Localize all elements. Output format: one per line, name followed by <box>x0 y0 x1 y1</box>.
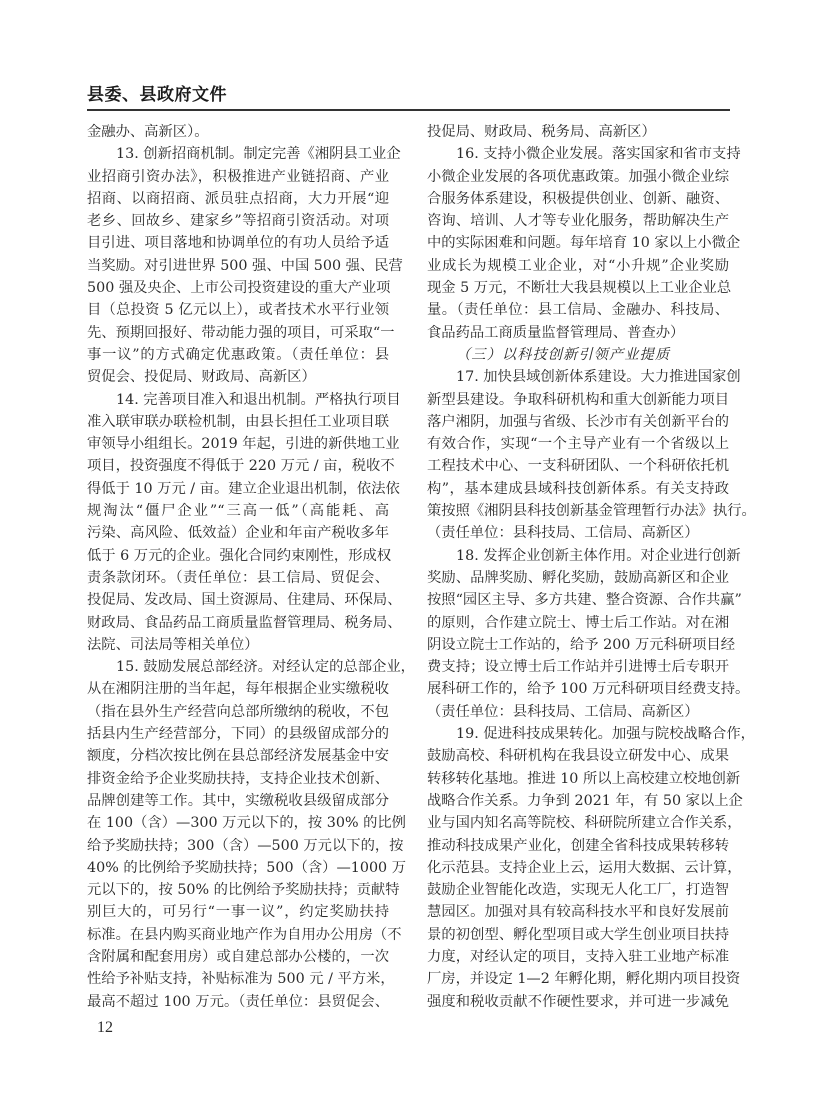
text-line: 的原则，合作建立院士、博士后工作站。对在湘 <box>427 614 729 631</box>
text-line: 准入联审联办联检机制，由县长担任工业项目联 <box>87 413 389 430</box>
text-line: 鼓励高校、科研机构在我县设立研发中心、成果 <box>427 748 729 765</box>
text-line: 有效合作，实现“一个主导产业有一个省级以上 <box>427 436 729 453</box>
text-line: 老乡、回故乡、建家乡”等招商引资活动。对项 <box>87 213 389 230</box>
text-line: 招商、以商招商、派员驻点招商，大力开展“迎 <box>87 190 389 207</box>
header-divider <box>87 109 730 111</box>
text-line: 先、预期回报好、带动能力强的项目，可采取“一 <box>87 324 395 341</box>
text-line: 额度，分档次按比例在县总部经济发展基金中安 <box>87 748 389 765</box>
paragraph <box>427 545 750 723</box>
text-line: 19. 促进科技成果转化。加强与院校战略合作， <box>456 726 755 743</box>
text-line: 括县内生产经营部分，下同）的县级留成部分的 <box>87 726 389 743</box>
text-line: 投促局、发改局、国土资源局、住建局、环保局、 <box>87 592 402 609</box>
text-line: 新型县建设。争取科研机构和重大创新能力项目 <box>427 391 729 408</box>
text-line: 低于 6 万元的企业。强化合同约束刚性，形成权 <box>87 547 392 564</box>
text-line: 推动科技成果产业化，创建全省科技成果转移转 <box>427 837 729 854</box>
text-line: 工程技术中心、一支科研团队、一个科研依托机 <box>427 458 729 475</box>
text-line: 策按照《湘阴县科技创新基金管理暂行办法》执行。 <box>427 503 756 520</box>
text-line: 目引进、项目落地和协调单位的有功人员给予适 <box>87 235 389 252</box>
text-line: 落户湘阴，加强与省级、长沙市有关创新平台的 <box>427 413 729 430</box>
paragraph <box>427 143 741 344</box>
paragraph <box>427 366 756 544</box>
text-line: 金融办、高新区）。 <box>87 124 209 140</box>
text-line: 项目，投资强度不得低于 220 万元 / 亩，税收不 <box>87 458 395 475</box>
text-line: 阴设立院士工作站的，给予 200 万元科研项目经 <box>427 636 736 653</box>
text-line: （责任单位：县科技局、工信局、高新区） <box>427 525 699 542</box>
text-line: 性给予补贴支持，补贴标准为 500 元 / 平方米， <box>87 971 395 988</box>
text-line: 展科研工作的，给予 100 万元科研项目经费支持。 <box>427 681 750 698</box>
text-line: 13. 创新招商机制。制定完善《湘阴县工业企 <box>116 146 401 163</box>
text-line: 构”，基本建成县域科技创新体系。有关支持政 <box>427 480 729 497</box>
text-line: 量。（责任单位：县工信局、金融办、科技局、 <box>427 302 729 319</box>
text-line: 按照“园区主导、多方共建、整合资源、合作共赢” <box>427 592 742 609</box>
text-line: 从在湘阴注册的当年起，每年根据企业实缴税收 <box>87 681 389 698</box>
text-line: 含附属和配套用房）或自建总部办公楼的，一次 <box>87 948 389 965</box>
text-line: 业成长为规模工业企业，对“小升规”企业奖励 <box>427 257 729 274</box>
text-line: 15. 鼓励发展总部经济。对经认定的总部企业， <box>116 659 415 676</box>
text-line: 厂房，并设定 1—2 年孵化期，孵化期内项目投资 <box>427 971 741 988</box>
text-line: 审领导小组组长。2019 年起，引进的新供地工业 <box>87 436 400 453</box>
text-line: 奖励、品牌奖励、孵化奖励，鼓励高新区和企业 <box>427 569 729 586</box>
section-heading: （三）以科技创新引领产业提质 <box>456 346 671 363</box>
text-line: 转移转化基地。推进 10 所以上高校建立校地创新 <box>427 770 741 787</box>
right-column <box>427 121 756 1013</box>
text-line: 事一议”的方式确定优惠政策。（责任单位：县 <box>87 346 389 363</box>
text-line: 化示范县。支持企业上云，运用大数据、云计算， <box>427 859 742 876</box>
text-line: （责任单位：县科技局、工信局、高新区） <box>427 703 699 720</box>
text-line: 40% 的比例给予奖励扶持；500（含）—1000 万 <box>87 859 406 876</box>
text-line: 食品药品工商质量监督管理局、普查办） <box>427 324 685 341</box>
paragraph <box>87 389 402 657</box>
text-line: 费支持；设立博士后工作站并引进博士后专职开 <box>427 659 729 676</box>
text-line: 投促局、财政局、税务局、高新区） <box>427 124 656 140</box>
text-line: 得低于 10 万元 / 亩。建立企业退出机制，依法依 <box>87 480 400 497</box>
left-column <box>87 121 415 1013</box>
text-line: 景的初创型、孵化型项目或大学生创业项目扶持 <box>427 926 729 943</box>
text-line: 14. 完善项目准入和退出机制。严格执行项目 <box>116 391 401 408</box>
text-line: 最高不超过 100 万元。（责任单位：县贸促会、 <box>87 993 389 1010</box>
text-line: 慧园区。加强对具有较高科技水平和良好发展前 <box>427 904 729 921</box>
text-line: 别巨大的，可另行“一事一议”，约定奖励扶持 <box>87 904 389 921</box>
text-line: 当奖励。对引进世界 500 强、中国 500 强、民营 <box>87 257 403 274</box>
paragraph <box>87 121 389 143</box>
text-line: 鼓励企业智能化改造，实现无人化工厂，打造智 <box>427 882 729 899</box>
paragraph <box>87 143 403 388</box>
text-line: 污染、高风险、低效益）企业和年亩产税收多年 <box>87 525 389 542</box>
running-header: 县委、县政府文件 <box>87 85 227 105</box>
text-line: 17. 加快县域创新体系建设。大力推进国家创 <box>456 369 741 386</box>
text-line: 标准。在县内购买商业地产作为自用办公用房（不 <box>87 926 402 943</box>
text-line: 小微企业发展的各项优惠政策。加强小微企业综 <box>427 168 729 185</box>
text-line: 16. 支持小微企业发展。落实国家和省市支持 <box>456 146 741 163</box>
text-line: 中的实际困难和问题。每年培育 10 家以上小微企 <box>427 235 741 252</box>
text-line: 排资金给予企业奖励扶持，支持企业技术创新、 <box>87 770 389 787</box>
text-line: （指在县外生产经营向总部所缴纳的税收，不包 <box>87 703 389 720</box>
text-line: 元以下的，按 50% 的比例给予奖励扶持；贡献特 <box>87 882 400 899</box>
text-line: 品牌创建等工作。其中，实缴税收县级留成部分 <box>87 792 389 809</box>
text-line: 业招商引资办法》，积极推进产业链招商、产业 <box>87 168 389 185</box>
text-line: 责条款闭环。（责任单位：县工信局、贸促会、 <box>87 569 389 586</box>
text-line: 目（总投资 5 亿元以上），或者技术水平行业领 <box>87 302 389 319</box>
text-line: 战略合作关系。力争到 2021 年，有 50 家以上企 <box>427 792 743 809</box>
paragraph <box>87 656 415 1013</box>
text-line: 18. 发挥企业创新主体作用。对企业进行创新 <box>456 547 741 564</box>
text-line: 500 强及央企、上市公司投资建设的重大产业项 <box>87 280 391 297</box>
text-line: 现金 5 万元，不断壮大我县规模以上工业企业总 <box>427 280 732 297</box>
page-number: 12 <box>97 1019 113 1036</box>
text-line: 法院、司法局等相关单位） <box>87 636 259 653</box>
text-line: 在 100（含）—300 万元以下的，按 30% 的比例 <box>87 815 406 832</box>
paragraph <box>427 723 755 1013</box>
text-line: 咨询、培训、人才等专业化服务，帮助解决生产 <box>427 213 729 230</box>
text-line: 力度，对经认定的项目，支持入驻工业地产标准 <box>427 948 729 965</box>
text-line: 财政局、食品药品工商质量监督管理局、税务局、 <box>87 614 402 631</box>
paragraph <box>427 121 729 143</box>
text-line: 强度和税收贡献不作硬性要求，并可进一步减免 <box>427 993 729 1010</box>
text-line: 业与国内知名高等院校、科研院所建立合作关系， <box>427 815 742 832</box>
text-line: 给予奖励扶持；300（含）—500 万元以下的，按 <box>87 837 404 854</box>
text-line: 合服务体系建设，积极提供创业、创新、融资、 <box>427 190 729 207</box>
text-line: 规淘汰“僵尸企业”“三高一低”（高能耗、高 <box>87 503 389 520</box>
text-line: 贸促会、投促局、财政局、高新区） <box>87 369 316 386</box>
